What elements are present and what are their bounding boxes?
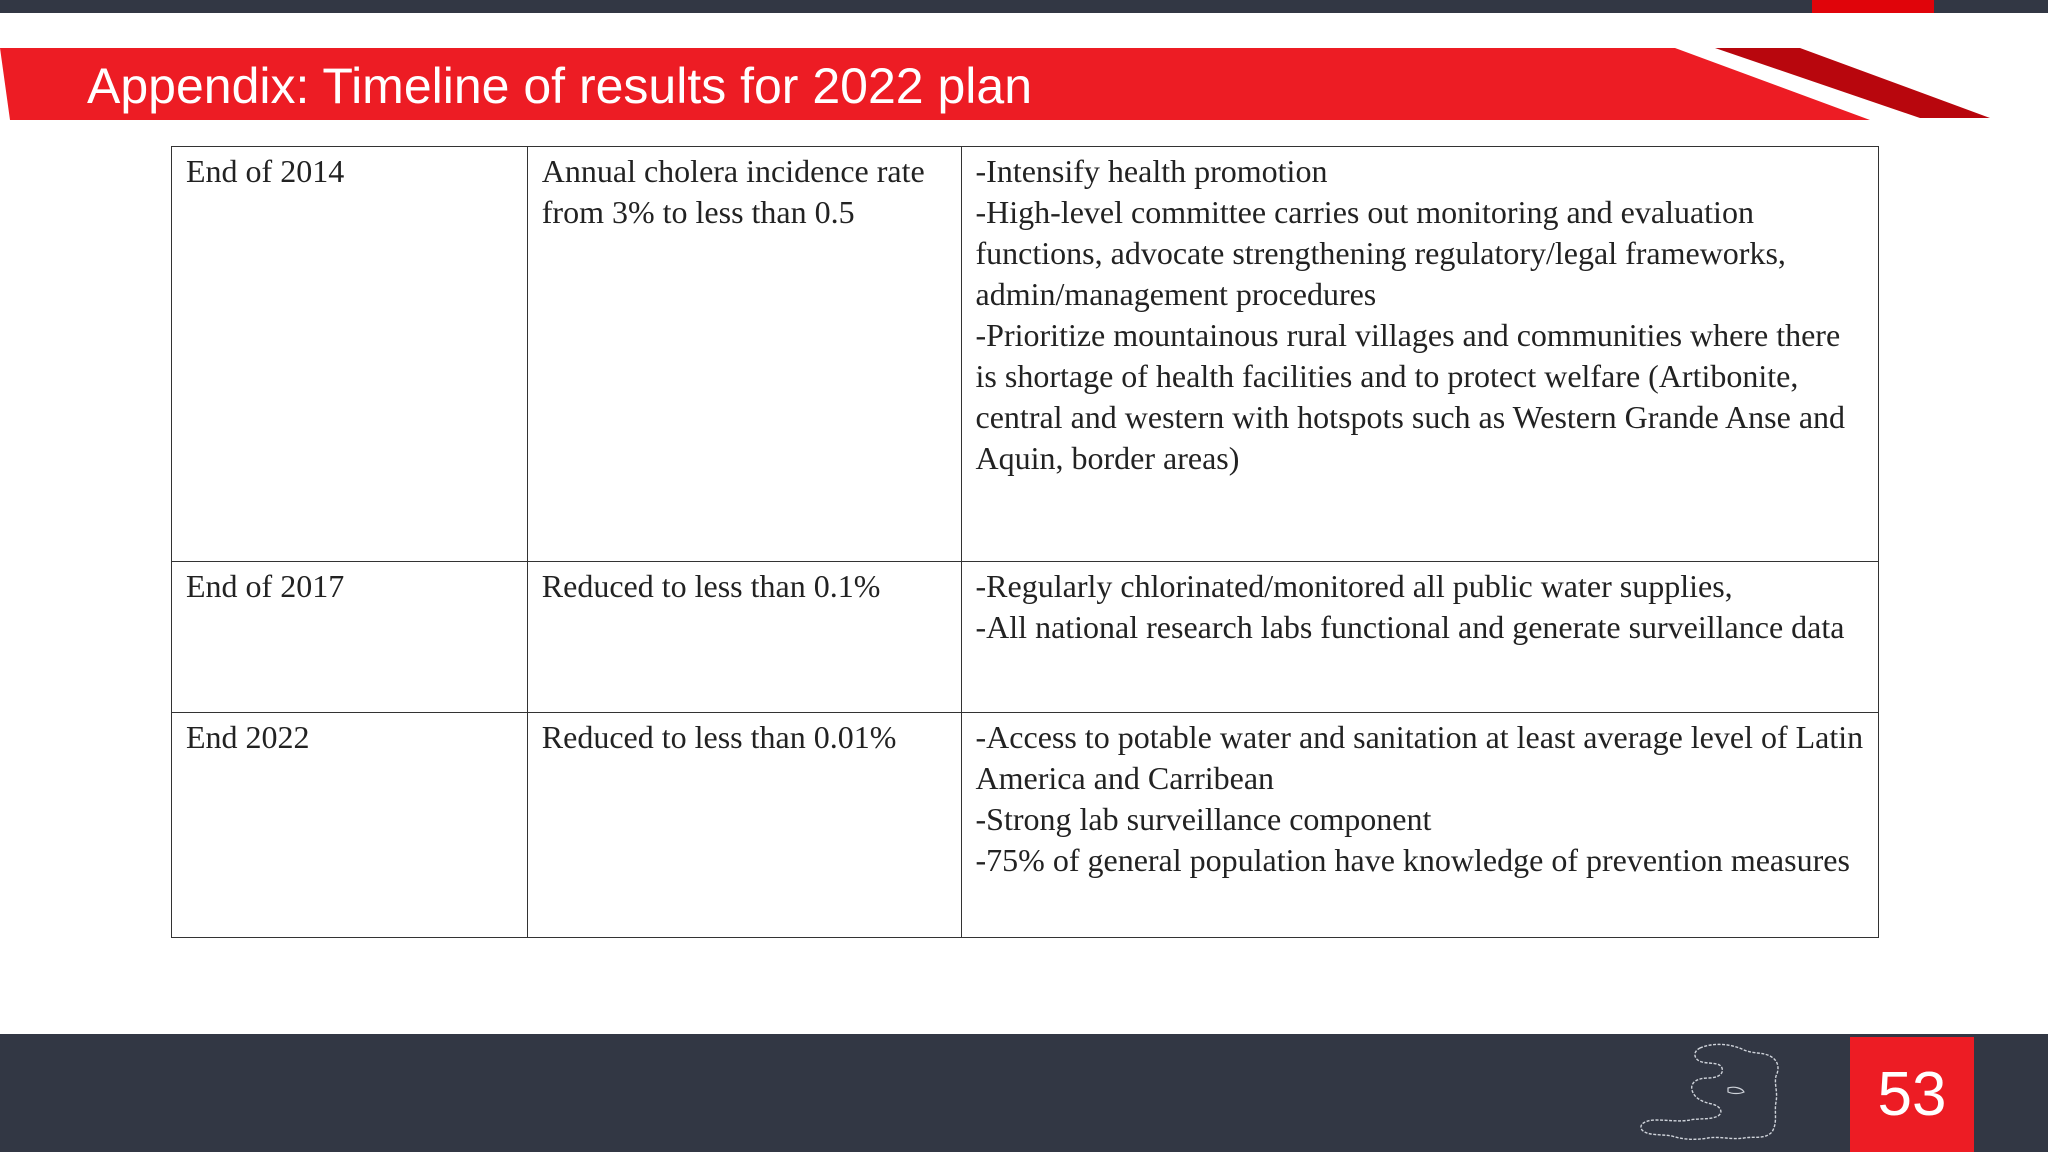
action-item: -Regularly chlorinated/monitored all public water supplies, <box>975 568 1733 604</box>
haiti-map-island <box>1728 1087 1744 1093</box>
slide-title: Appendix: Timeline of results for 2022 plan <box>87 58 1032 114</box>
target-cell: Reduced to less than 0.01% <box>527 713 961 938</box>
actions-cell <box>961 147 1878 562</box>
period-cell: End of 2014 <box>172 147 528 562</box>
action-item: -All national research labs functional and generate surveillance data <box>975 609 1845 645</box>
action-item: -Intensify health promotion <box>975 153 1328 189</box>
target-cell: Reduced to less than 0.1% <box>527 562 961 713</box>
action-item: -High-level committee carries out monitoring and evaluation functions, advocate strengthening regulatory/legal frameworks, admin/management procedures <box>975 194 1786 312</box>
actions-cell <box>961 562 1878 713</box>
top-accent-bar <box>1812 0 1934 13</box>
table-row <box>172 562 1879 713</box>
action-item: -Strong lab surveillance component <box>975 801 1432 837</box>
table-row <box>172 147 1879 562</box>
period-cell: End 2022 <box>172 713 528 938</box>
page-number: 53 <box>1850 1037 1974 1152</box>
timeline-table <box>171 146 1879 938</box>
action-item: -Access to potable water and sanitation at least average level of Latin America and Carribean <box>975 719 1864 796</box>
target-cell: Annual cholera incidence rate from 3% to less than 0.5 <box>527 147 961 562</box>
haiti-map-outline <box>1641 1044 1778 1139</box>
action-item: -Prioritize mountainous rural villages and communities where there is shortage of health facilities and to protect welfare (Artibonite, central and western with hotspots such as Western Grande Anse and Aquin, border areas) <box>975 317 1846 476</box>
period-cell: End of 2017 <box>172 562 528 713</box>
haiti-map-icon <box>1636 1036 1816 1148</box>
actions-cell <box>961 713 1878 938</box>
action-item: -75% of general population have knowledge of prevention measures <box>975 842 1850 878</box>
table-row <box>172 713 1879 938</box>
top-bar <box>0 0 2048 13</box>
